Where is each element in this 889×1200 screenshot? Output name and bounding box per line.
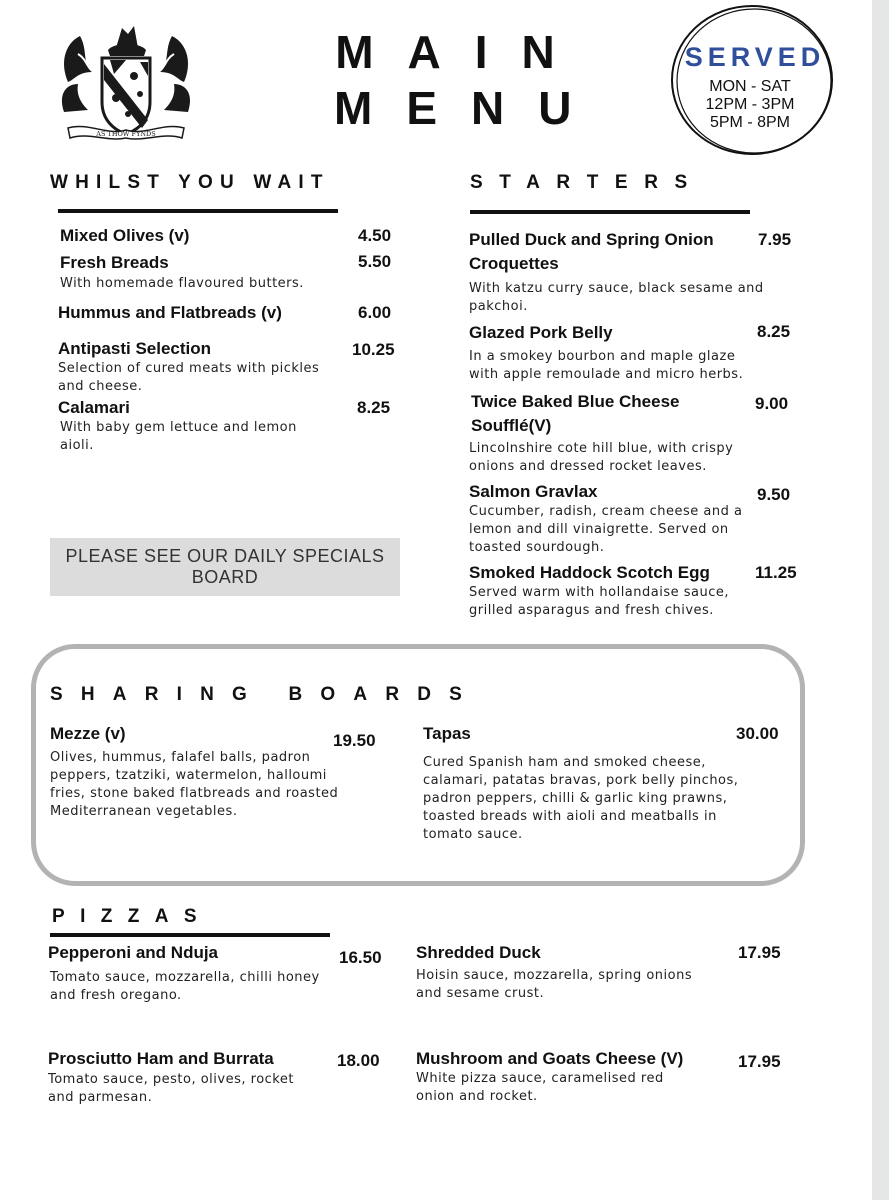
- pizzas-rule: [50, 933, 330, 937]
- item-description: In a smokey bourbon and maple glaze with apple remoulade and micro herbs.: [469, 349, 744, 382]
- item-name: Antipasti Selection: [58, 339, 212, 358]
- item-description: With homemade flavoured butters.: [60, 276, 304, 291]
- main-menu-title: [300, 24, 606, 136]
- item-name: Pepperoni and Nduja: [48, 943, 219, 962]
- item-name: Tapas: [423, 724, 471, 743]
- title-line-2: MENU: [334, 82, 606, 134]
- item-price: 19.50: [333, 731, 376, 750]
- item-description: Tomato sauce, pesto, olives, rocket and parmesan.: [48, 1072, 294, 1105]
- item-name: Twice Baked Blue Cheese Soufflé(V): [471, 392, 680, 435]
- item-name: Smoked Haddock Scotch Egg: [469, 563, 710, 582]
- item-description: Cured Spanish ham and smoked cheese, calamari, patatas bravas, pork belly pinchos, padron peppers, chilli & garlic king prawns, toasted breads with aioli and meatballs in tomato sauce.: [423, 755, 739, 842]
- crest-logo: [58, 24, 194, 142]
- served-heading: SERVED: [684, 42, 826, 72]
- sharing-boards-heading: SHARING BOARDS: [50, 684, 481, 705]
- pizzas-heading: PIZZAS: [52, 906, 212, 927]
- item-price: 8.25: [757, 322, 791, 341]
- item-price: 16.50: [339, 948, 382, 967]
- item-description: Lincolnshire cote hill blue, with crispy onions and dressed rocket leaves.: [469, 441, 734, 474]
- title-line-1: MAIN: [335, 26, 589, 78]
- item-price: 30.00: [736, 724, 779, 743]
- item-description: Hoisin sauce, mozzarella, spring onions and sesame crust.: [416, 968, 693, 1001]
- item-price: 9.50: [757, 485, 791, 504]
- served-days: MON - SAT: [709, 78, 791, 95]
- item-price: 5.50: [358, 252, 392, 271]
- item-description: Served warm with hollandaise sauce, grilled asparagus and fresh chives.: [469, 585, 730, 618]
- item-name: Calamari: [58, 398, 130, 417]
- item-description: With katzu curry sauce, black sesame and pakchoi.: [469, 281, 764, 314]
- item-price: 7.95: [758, 230, 792, 249]
- item-description: Selection of cured meats with pickles and cheese.: [58, 361, 320, 394]
- item-name: Fresh Breads: [60, 253, 169, 272]
- item-description: With baby gem lettuce and lemon aioli.: [60, 420, 297, 453]
- item-price: 4.50: [358, 226, 392, 245]
- item-name: Hummus and Flatbreads (v): [58, 303, 282, 322]
- item-price: 11.25: [755, 563, 797, 582]
- starters-rule: [470, 210, 750, 214]
- page-edge: [872, 0, 889, 1200]
- item-price: 17.95: [738, 943, 781, 962]
- item-price: 9.00: [755, 394, 789, 413]
- whilst-you-wait-rule: [58, 209, 338, 213]
- served-time-lunch: 12PM - 3PM: [705, 96, 795, 113]
- daily-specials-note: PLEASE SEE OUR DAILY SPECIALS BOARD: [50, 538, 400, 596]
- item-description: Cucumber, radish, cream cheese and a lemon and dill vinaigrette. Served on toasted sourdough.: [469, 504, 743, 555]
- item-price: 17.95: [738, 1052, 781, 1071]
- starters-heading: STARTERS: [470, 172, 704, 193]
- item-price: 10.25: [352, 340, 395, 359]
- item-name: Prosciutto Ham and Burrata: [48, 1049, 274, 1068]
- item-name: Glazed Pork Belly: [469, 323, 613, 342]
- item-name: Shredded Duck: [416, 943, 541, 962]
- item-name: Salmon Gravlax: [469, 482, 598, 501]
- svg-text:AS THOW FYNDS: AS THOW FYNDS: [96, 130, 156, 138]
- item-name: Mushroom and Goats Cheese (V): [416, 1049, 684, 1068]
- whilst-you-wait-heading: WHILST YOU WAIT: [50, 172, 330, 193]
- item-name: Pulled Duck and Spring Onion Croquettes: [469, 230, 714, 273]
- item-price: 18.00: [337, 1051, 380, 1070]
- served-time-dinner: 5PM - 8PM: [709, 114, 790, 131]
- item-description: White pizza sauce, caramelised red onion and rocket.: [416, 1071, 664, 1104]
- item-price: 6.00: [358, 303, 392, 322]
- item-name: Mixed Olives (v): [60, 226, 190, 245]
- item-description: Olives, hummus, falafel balls, padron peppers, tzatziki, watermelon, halloumi fries, stone baked flatbreads and roasted Mediterranean vegetables.: [50, 750, 339, 819]
- item-price: 8.25: [357, 398, 391, 417]
- item-name: Mezze (v): [50, 724, 126, 743]
- item-description: Tomato sauce, mozzarella, chilli honey and fresh oregano.: [50, 970, 320, 1003]
